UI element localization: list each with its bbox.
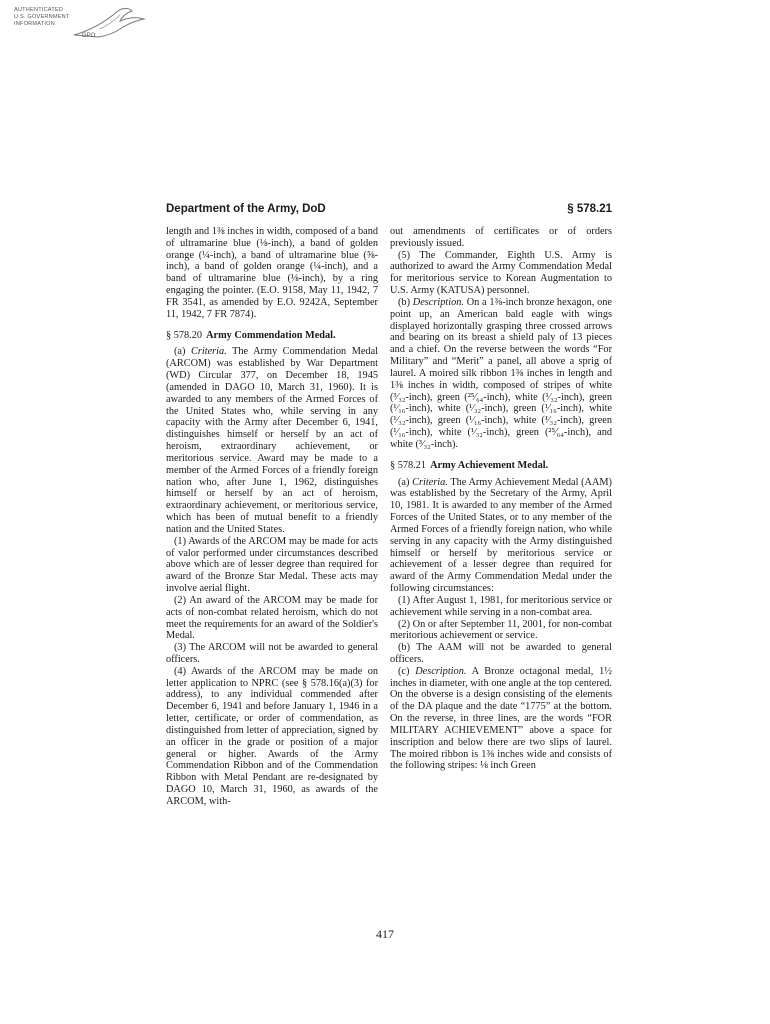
paragraph-heading: Criteria. xyxy=(190,346,227,358)
right-column xyxy=(390,226,612,772)
paragraph: length and 1⅜ inches in width, composed of a band of ultramarine blue (⅛-inch), a band of golden orange (¼-inch), a band of ultramarine blue (⅝-inch), a band of golden orange (¼-inch), and a band of ultramarine blue (⅛-inch), by a ring engaging the pointer. (E.O. 9158, May 11, 1942, 7 FR 3541, as amended by E.O. 9242A, September 11, 1942, 7 FR 7874). xyxy=(166,226,378,320)
running-header xyxy=(166,203,612,219)
paragraph-text: A Bronze octagonal medal, 1½ inches in diameter, with one angle at the top centered. On the obverse is a design consisting of the elements of the DA plaque and the date “1775” at the bottom. On the reverse, in three lines, are the words “FOR MILITARY ACHIEVEMENT” above a space for inscription and below there are two slips of laurel. The moired ribbon is 1⅜ inches wide and consists of the following stripes: ⅛ inch Green xyxy=(390,665,612,772)
paragraph-text: On a 1⅜-inch bronze hexagon, one point up, an American bald eagle with wings displayed horizontally grasping three crossed arrows and bearing on its breast a shield paly of 13 pieces and a chief. On the reverse between the words “For Military” and “Merit” a panel, all above a sprig of laurel. A moired silk ribbon 1⅜ inches in length and 1⅜ inches in width, composed of stripes of white (³⁄₃₂-inch), green (²⁵⁄₆₄-inch), white (¹⁄₃₂-inch), green (¹⁄₁₆-inch), white (¹⁄₃₂-inch), green (¹⁄₁₆-inch), white (¹⁄₃₂-inch), green (¹⁄₁₆-inch), white (¹⁄₃₂-inch), green (¹⁄₁₆-inch), white (¹⁄₃₂-inch), green (²⁵⁄₆₄-inch), and white (³⁄₃₂-inch). xyxy=(390,296,612,450)
header-section: § 578.21 xyxy=(567,203,612,215)
gpo-logo-text: GPO xyxy=(82,33,96,39)
paragraph xyxy=(166,346,378,535)
gpo-stamp-line: U.S. GOVERNMENT xyxy=(14,14,70,20)
paragraph: out amendments of certificates or of orders previously issued. xyxy=(390,226,612,249)
paragraph: (2) On or after September 11, 2001, for non-combat meritorious achievement or service. xyxy=(390,618,612,642)
paragraph-label: (a) xyxy=(174,346,191,358)
paragraph xyxy=(390,666,612,772)
paragraph-heading: Criteria. xyxy=(412,476,448,488)
paragraph-heading: Description. xyxy=(415,665,467,677)
gpo-authentication-stamp xyxy=(14,5,144,45)
gpo-stamp-line: INFORMATION xyxy=(14,21,55,27)
section-title: Army Commendation Medal. xyxy=(206,329,336,341)
section-heading xyxy=(166,330,378,342)
left-column xyxy=(166,226,378,808)
paragraph-heading: Description. xyxy=(412,296,464,308)
paragraph-label: (a) xyxy=(398,476,413,488)
gpo-stamp-line: AUTHENTICATED xyxy=(14,7,64,13)
section-heading xyxy=(390,460,612,472)
paragraph: (5) The Commander, Eighth U.S. Army is authorized to award the Army Commendation Medal for meritorious service to Korean Augmentation to U.S. Army (KATUSA) personnel. xyxy=(390,249,612,297)
page-number: 417 xyxy=(376,927,394,941)
paragraph: (1) Awards of the ARCOM may be made for acts of valor performed under circumstances described above which are of lesser degree than required for award of the Bronze Star Medal. These acts may involve aerial flight. xyxy=(166,535,378,595)
paragraph: (3) The ARCOM will not be awarded to general officers. xyxy=(166,642,378,665)
paragraph: (b) The AAM will not be awarded to general officers. xyxy=(390,642,612,665)
paragraph: (2) An award of the ARCOM may be made for acts of non-combat related heroism, which do not meet the requirements for an award of the Soldier's Medal. xyxy=(166,594,378,642)
section-number: § 578.21 xyxy=(390,459,427,471)
paragraph-text: The Army Commendation Medal (ARCOM) was established by War Department (WD) Circular 377, on December 18, 1945 (amended in DAGO 10, March 31, 1960). It is awarded to any members of the Armed Forces of the United States who, while serving in any capacity with the Army after December 6, 1941, distinguishes himself or herself by an act of heroism, extraordinary achievement, or meritorious service. Award may be made to a member of the Armed Forces of a friendly foreign nation who, after June 1, 1962, distinguishes himself or herself by an act of heroism, extraordinary achievement, or meritorious service, which has been of mutual benefit to a friendly nation and the United States. xyxy=(166,346,378,535)
section-title: Army Achievement Medal. xyxy=(430,459,549,471)
paragraph-text: The Army Achievement Medal (AAM) was established by the Secretary of the Army, April 10, 1981. It is awarded to any member of the Armed Forces of the United States, or to any member of the Armed Forces of a friendly foreign nation, who while serving in any capacity with the Army distinguished himself or herself by meritorious service or achievement of a lesser degree than required for award of the Army Commendation Medal under the following circumstances: xyxy=(390,476,612,595)
paragraph-label: (b) xyxy=(398,296,413,308)
paragraph xyxy=(390,477,612,595)
section-number: § 578.20 xyxy=(166,329,203,341)
paragraph: (1) After August 1, 1981, for meritorious service or achievement while serving in a non-combat area. xyxy=(390,594,612,618)
paragraph-label: (c) xyxy=(398,665,416,677)
paragraph xyxy=(390,297,612,451)
paragraph: (4) Awards of the ARCOM may be made on letter application to NPRC (see § 578.16(a)(3) for address), to any individual commended after December 6, 1941 and before January 1, 1946 in a letter, certificate, or order of commendation, as distinguished from letter of appreciation, signed by an officer in the grade or position of a major general or higher. Awards of the Army Commendation Ribbon and of the Commendation Ribbon with Metal Pendant are re-designated by DAGO 10, March 31, 1960, as awards of the ARCOM, with- xyxy=(166,665,378,807)
header-agency: Department of the Army, DoD xyxy=(166,203,326,215)
